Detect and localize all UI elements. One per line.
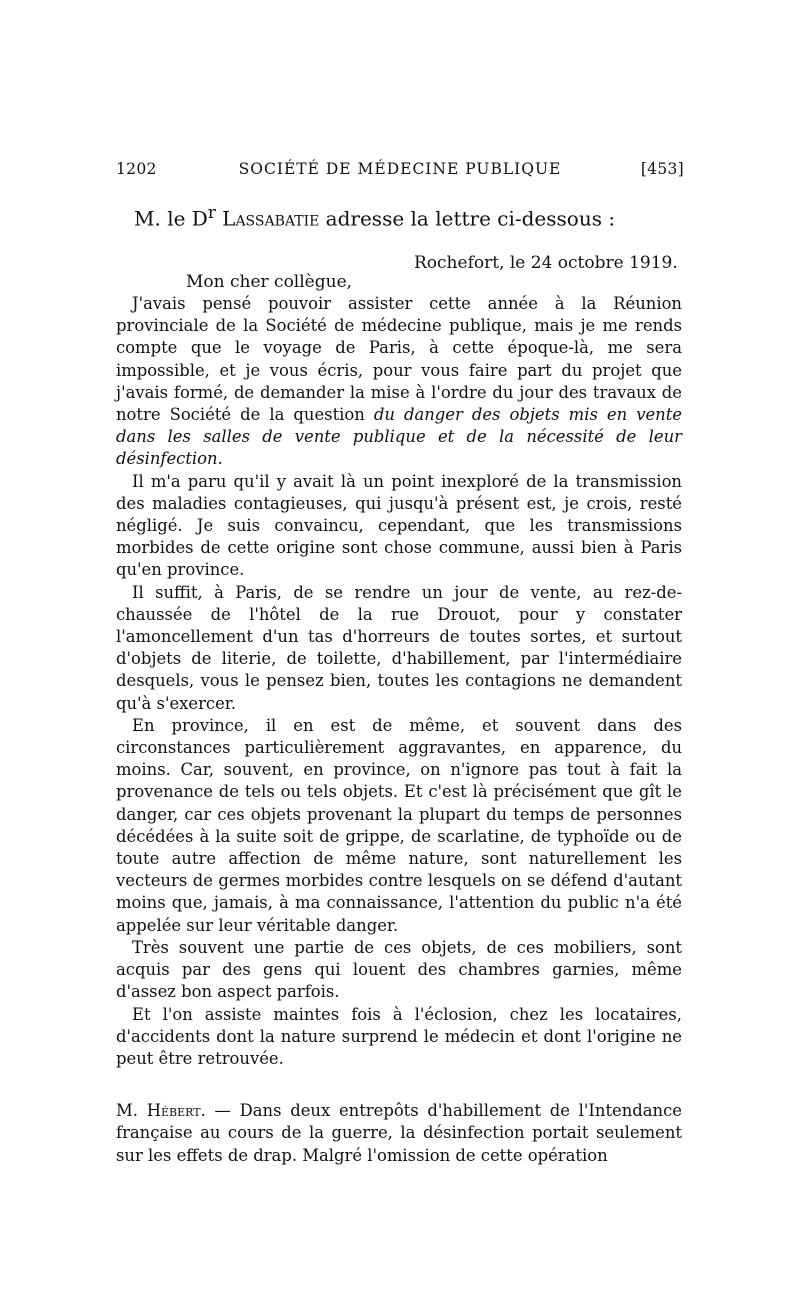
reply-paragraph: [116, 1100, 682, 1167]
paragraph: Il m'a paru qu'il y avait là un point inexploré de la transmission des maladies contagieuses, qui jusqu'à présent est, je crois, resté négligé. Je suis convaincu, cependant, que les transmissions morbides de cette origine sont chose commune, aussi bien à Paris qu'en province.: [116, 471, 682, 580]
paragraph: Il suffit, à Paris, de se rendre un jour de vente, au rez-de-chaussée de l'hôtel de la rue Drouot, pour y constater l'amoncellement d'un tas d'horreurs de toutes sortes, et surtout d'objets de literie, de toilette, d'habillement, par l'intermédiaire desquels, vous le pensez bien, toutes les contagions ne demandent qu'à s'exercer.: [116, 582, 682, 713]
paragraph: [116, 293, 682, 471]
italic-question: du danger des objets mis en vente dans les salles de vente publique et de la nécessité de leur désinfection.: [116, 405, 682, 469]
letter-body: [116, 293, 682, 1167]
letter-dateline: Rochefort, le 24 octobre 1919.: [414, 253, 678, 273]
running-title: SOCIÉTÉ DE MÉDECINE PUBLIQUE: [238, 160, 562, 178]
title-superscript: r: [207, 203, 216, 222]
alt-page-number: [453]: [640, 160, 684, 178]
author-name: Lassabatie: [222, 206, 320, 231]
running-header: [116, 160, 684, 182]
paragraph-text: J'avais pensé pouvoir assister cette année à la Réunion provinciale de la Société de médecine publique, mais je me rends compte que le voyage de Paris, à cette époque-là, me sera impossible, et je vous écris, pour vous faire part du projet que j'avais formé, de demander la mise à l'ordre du jour des travaux de notre Société de la question: [116, 294, 682, 425]
paragraph: En province, il en est de même, et souvent dans des circonstances particulièrement aggravantes, en apparence, du moins. Car, souvent, en province, on n'ignore pas tout à fait la provenance de tels ou tels objets. Et c'est là précisément que gît le danger, car ces objets provenant la plupart du temps de personnes décédées à la suite soit de grippe, de scarlatine, de typhoïde ou de toute autre affection de même nature, sont naturellement les vecteurs de germes morbides contre lesquels on se défend d'autant moins que, jamais, à ma connaissance, l'attention du public n'a été appelée sur leur véritable danger.: [116, 715, 682, 935]
title-suffix: adresse la lettre ci-dessous :: [319, 206, 616, 231]
paragraph: Et l'on assiste maintes fois à l'éclosion, chez les locataires, d'accidents dont la nature surprend le médecin et dont l'origine ne peut être retrouvée.: [116, 1004, 682, 1068]
letter-salutation: Mon cher collègue,: [186, 272, 353, 292]
reply-text: — Dans deux entrepôts d'habillement de l'Intendance française au cours de la guerre, la désinfection portait seulement sur les effets de drap. Malgré l'omission de cette opération: [116, 1101, 682, 1165]
page-number: 1202: [116, 160, 157, 178]
title-prefix: M. le D: [134, 206, 208, 231]
reply-speaker: M. Hébert.: [116, 1101, 206, 1121]
paragraph: Très souvent une partie de ces objets, de ces mobiliers, sont acquis par des gens qui louent des chambres garnies, même d'assez bon aspect parfois.: [116, 937, 682, 1002]
section-title: [134, 203, 694, 231]
